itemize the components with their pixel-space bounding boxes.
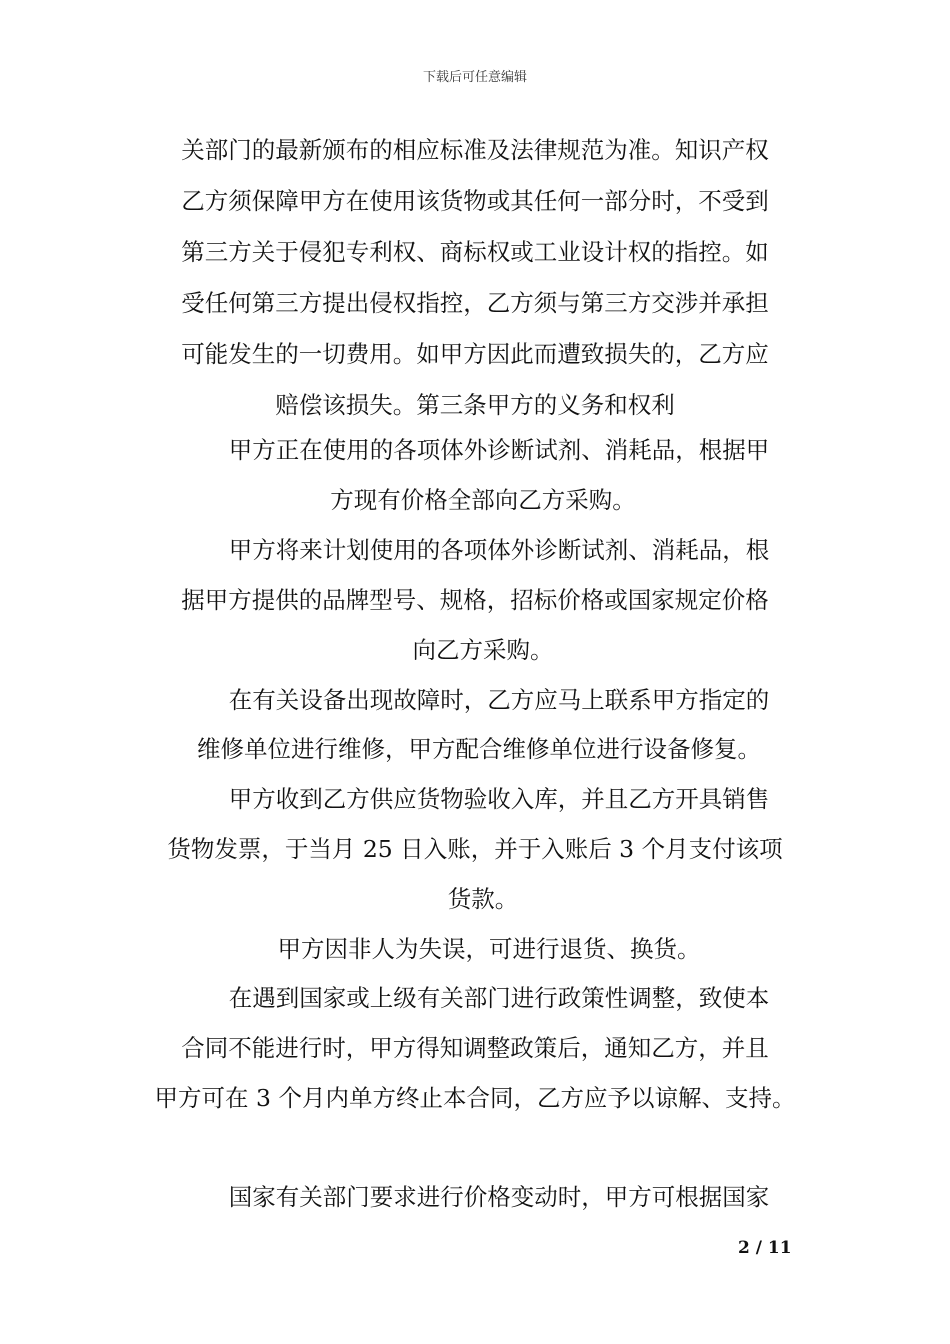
- text-line: 甲方收到乙方供应货物验收入库，并且乙方开具销售: [228, 785, 770, 813]
- text-line: 向乙方采购。: [412, 636, 554, 664]
- text-line: 在有关设备出现故障时，乙方应马上联系甲方指定的: [228, 686, 770, 714]
- text-line: 货款。: [447, 885, 519, 913]
- text-line: 合同不能进行时，甲方得知调整政策后，通知乙方，并且: [181, 1034, 769, 1062]
- page-header: 下载后可任意编辑: [422, 70, 527, 85]
- page-number: 2 / 11: [738, 1238, 792, 1258]
- text-line: 国家有关部门要求进行价格变动时，甲方可根据国家: [228, 1183, 770, 1211]
- text-line: 方现有价格全部向乙方采购。: [330, 486, 636, 514]
- text-line: 赔偿该损失。第三条甲方的义务和权利: [275, 391, 675, 419]
- text-line: 第三方关于侵犯专利权、商标权或工业设计权的指控。如: [181, 238, 769, 266]
- text-line: 在遇到国家或上级有关部门进行政策性调整，致使本: [228, 984, 770, 1012]
- text-line: 甲方因非人为失误，可进行退货、换货。: [277, 935, 701, 963]
- text-line: 甲方正在使用的各项体外诊断试剂、消耗品，根据甲: [228, 436, 770, 464]
- text-line: 维修单位进行维修，甲方配合维修单位进行设备修复。: [197, 735, 761, 763]
- text-line: 关部门的最新颁布的相应标准及法律规范为准。知识产权: [181, 136, 769, 164]
- text-line: 据甲方提供的品牌型号、规格，招标价格或国家规定价格: [181, 586, 769, 614]
- text-line: 甲方可在 3 个月内单方终止本合同，乙方应予以谅解、支持。: [154, 1084, 796, 1112]
- text-line: 甲方将来计划使用的各项体外诊断试剂、消耗品，根: [228, 536, 770, 564]
- text-line: 乙方须保障甲方在使用该货物或其任何一部分时，不受到: [181, 187, 769, 215]
- text-line: 货物发票，于当月 25 日入账，并于入账后 3 个月支付该项: [167, 835, 783, 863]
- text-line: 受任何第三方提出侵权指控，乙方须与第三方交涉并承担: [181, 289, 769, 317]
- text-line: 可能发生的一切费用。如甲方因此而遭致损失的，乙方应: [181, 340, 769, 368]
